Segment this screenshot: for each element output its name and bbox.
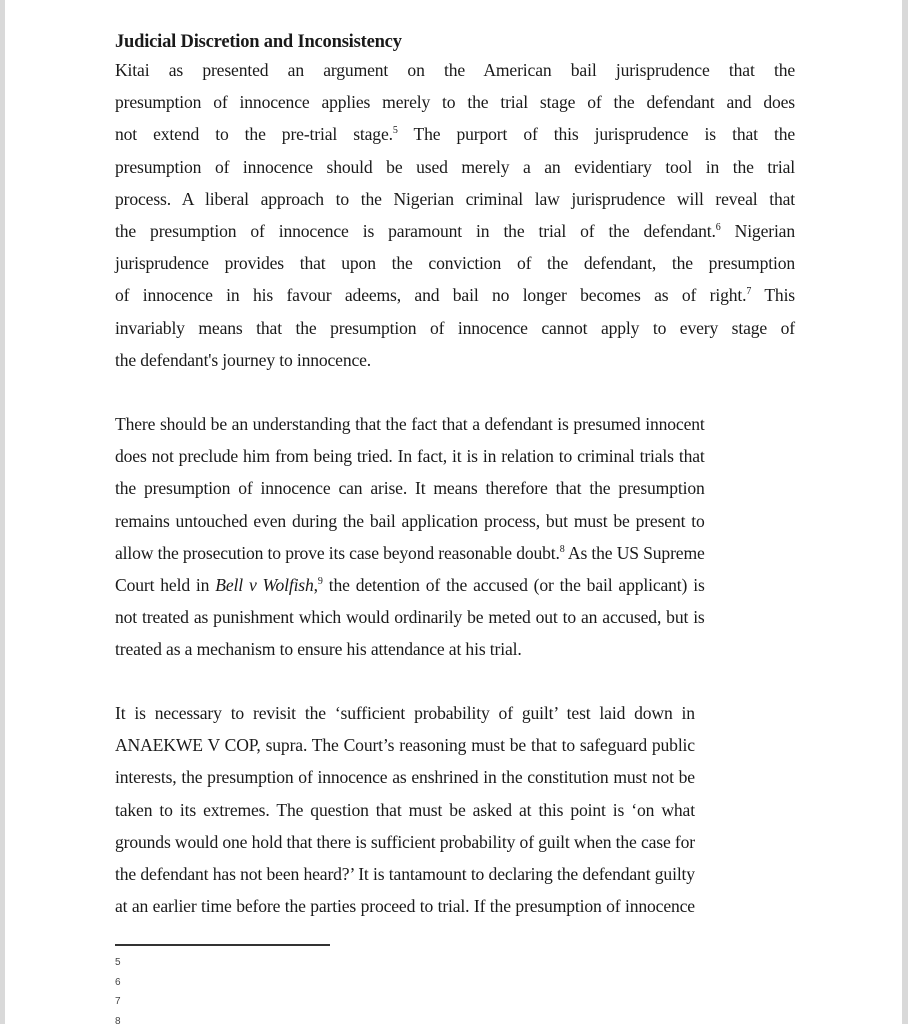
case-name: Bell v Wolfish [215,575,313,595]
text-line: presumption of innocence applies merely to the trial stage of the defendant and does [115,86,795,118]
text-line: Court held in Bell v Wolfish,$^9$ the detention of the accused (or the bail applicant) is [115,569,705,601]
footnote-ref[interactable]: 9 [318,576,323,587]
text-line: ANAEKWE V COP, supra. The Court’s reasoning must be that to safeguard public [115,729,695,761]
text-line: invariably means that the presumption of innocence cannot apply to every stage of [115,312,795,344]
text-line: allow the prosecution to prove its case beyond reasonable doubt.$^8$ As the US Supreme [115,537,705,569]
text-line: at an earlier time before the parties proceed to trial. If the presumption of innocence [115,890,695,922]
text-line: the presumption of innocence is paramount in the trial of the defendant.$^6$ Nigerian [115,215,795,247]
document-page [115,30,795,376]
paragraph-1 [115,54,795,376]
text-line: Kitai as presented an argument on the American bail jurisprudence that the [115,54,795,86]
page-edge-left [0,0,5,1024]
page-edge-right [902,0,908,1024]
footnote-ref[interactable]: 7 [746,286,751,297]
footnote-separator [115,944,330,946]
text-line: treated as a mechanism to ensure his attendance at his trial. [115,633,705,665]
text-line: grounds would one hold that there is sufficient probability of guilt when the case for [115,826,695,858]
paragraph-2 [115,408,705,666]
footnote-ref[interactable]: 6 [716,222,721,233]
text-line: of innocence in his favour adeems, and bail no longer becomes as of right.$^7$ This [115,279,795,311]
text-line: process. A liberal approach to the Nigerian criminal law jurisprudence will reveal that [115,183,795,215]
section-heading: Judicial Discretion and Inconsistency [115,30,795,54]
footnote-number: 8 [115,1012,121,1031]
text-line: It is necessary to revisit the ‘sufficient probability of guilt’ test laid down in [115,697,695,729]
text-line: does not preclude him from being tried. In fact, it is in relation to criminal trials that [115,440,705,472]
text-line: not treated as punishment which would ordinarily be meted out to an accused, but is [115,601,705,633]
footnote-ref[interactable]: 5 [393,125,398,136]
text-line: interests, the presumption of innocence as enshrined in the constitution must not be [115,761,695,793]
text-line: remains untouched even during the bail application process, but must be present to [115,505,705,537]
text-line: the presumption of innocence can arise. It means therefore that the presumption [115,472,705,504]
paragraph-3 [115,697,695,922]
text-line: the defendant's journey to innocence. [115,344,795,376]
footnote-number: 5 [115,953,121,973]
text-line: taken to its extremes. The question that must be asked at this point is ‘on what [115,794,695,826]
text-line: There should be an understanding that the fact that a defendant is presumed innocent [115,408,705,440]
footnote-ref[interactable]: 8 [560,544,565,555]
text-line: jurisprudence provides that upon the conviction of the defendant, the presumption [115,247,795,279]
footnote-number: 6 [115,973,121,993]
footnote-list [115,953,121,1031]
text-line: not extend to the pre-trial stage.$^5$ The purport of this jurisprudence is that the [115,118,795,150]
text-line: the defendant has not been heard?’ It is tantamount to declaring the defendant guilty [115,858,695,890]
footnote-number: 7 [115,992,121,1012]
text-line: presumption of innocence should be used merely a an evidentiary tool in the trial [115,151,795,183]
